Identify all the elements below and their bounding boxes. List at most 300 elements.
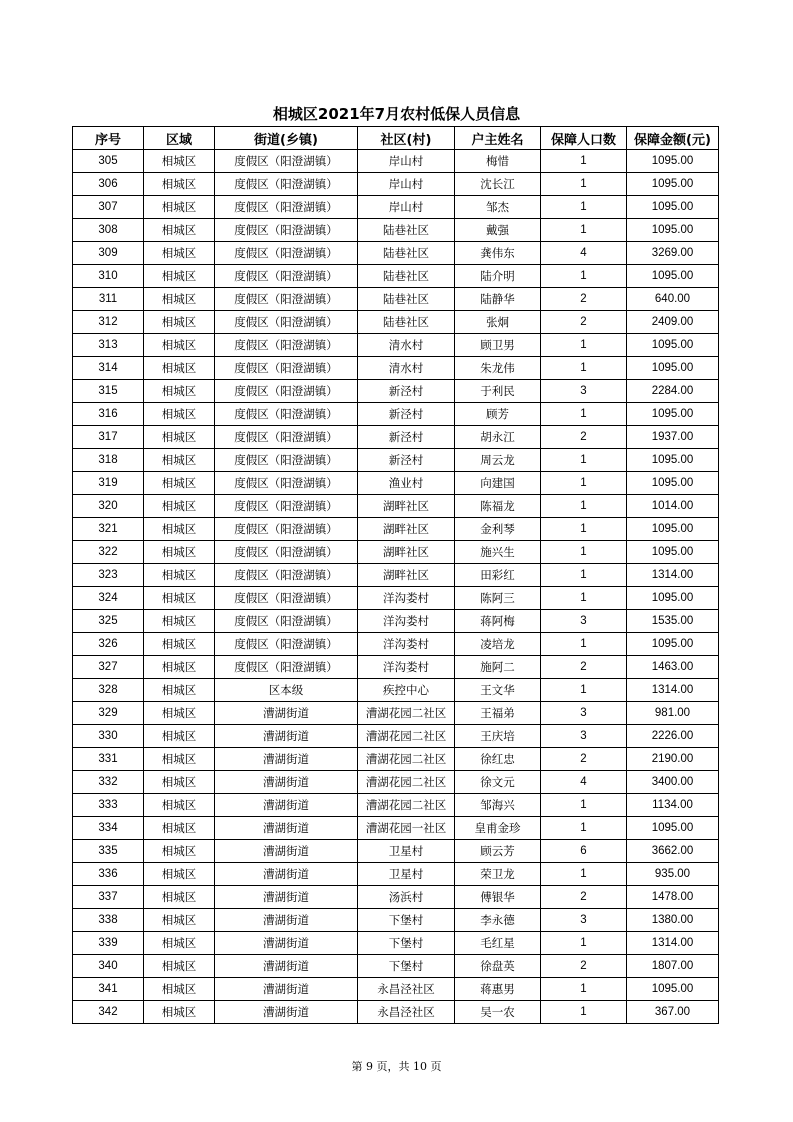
table-row: [73, 771, 719, 794]
cell-amount: 1134.00: [627, 794, 719, 817]
cell-name: 陈福龙: [455, 495, 541, 518]
cell-community: 渔业村: [358, 472, 455, 495]
cell-amount: 1535.00: [627, 610, 719, 633]
cell-no: 326: [73, 633, 144, 656]
cell-area: 相城区: [144, 288, 215, 311]
cell-area: 相城区: [144, 495, 215, 518]
cell-name: 顾芳: [455, 403, 541, 426]
cell-community: 陆巷社区: [358, 311, 455, 334]
cell-name: 顾云芳: [455, 840, 541, 863]
cell-amount: 1807.00: [627, 955, 719, 978]
cell-area: 相城区: [144, 978, 215, 1001]
cell-amount: 2190.00: [627, 748, 719, 771]
column-header-name: 户主姓名: [455, 127, 541, 150]
cell-community: 湖畔社区: [358, 495, 455, 518]
cell-name: 陆静华: [455, 288, 541, 311]
table-row: [73, 633, 719, 656]
cell-area: 相城区: [144, 518, 215, 541]
cell-no: 325: [73, 610, 144, 633]
table-row: [73, 311, 719, 334]
cell-amount: 981.00: [627, 702, 719, 725]
cell-street: 度假区（阳澄湖镇）: [215, 541, 358, 564]
cell-name: 邹海兴: [455, 794, 541, 817]
cell-name: 蒋惠男: [455, 978, 541, 1001]
table-row: [73, 265, 719, 288]
cell-persons: 1: [541, 1001, 627, 1024]
cell-persons: 1: [541, 817, 627, 840]
cell-street: 度假区（阳澄湖镇）: [215, 288, 358, 311]
cell-street: 漕湖街道: [215, 978, 358, 1001]
table-row: [73, 587, 719, 610]
cell-no: 329: [73, 702, 144, 725]
cell-persons: 2: [541, 288, 627, 311]
cell-community: 湖畔社区: [358, 541, 455, 564]
cell-persons: 1: [541, 357, 627, 380]
cell-persons: 1: [541, 472, 627, 495]
cell-amount: 1314.00: [627, 564, 719, 587]
cell-name: 陈阿三: [455, 587, 541, 610]
cell-area: 相城区: [144, 449, 215, 472]
cell-street: 漕湖街道: [215, 748, 358, 771]
cell-persons: 3: [541, 702, 627, 725]
cell-street: 度假区（阳澄湖镇）: [215, 495, 358, 518]
cell-amount: 1095.00: [627, 357, 719, 380]
cell-street: 漕湖街道: [215, 794, 358, 817]
cell-persons: 1: [541, 449, 627, 472]
cell-community: 新泾村: [358, 426, 455, 449]
cell-community: 漕湖花园二社区: [358, 794, 455, 817]
cell-street: 度假区（阳澄湖镇）: [215, 265, 358, 288]
cell-persons: 2: [541, 426, 627, 449]
cell-persons: 1: [541, 679, 627, 702]
cell-community: 清水村: [358, 357, 455, 380]
column-header-area: 区域: [144, 127, 215, 150]
cell-street: 度假区（阳澄湖镇）: [215, 196, 358, 219]
cell-no: 335: [73, 840, 144, 863]
table-body: [73, 150, 719, 1024]
cell-no: 323: [73, 564, 144, 587]
cell-persons: 1: [541, 541, 627, 564]
cell-persons: 4: [541, 771, 627, 794]
cell-persons: 2: [541, 886, 627, 909]
cell-amount: 1095.00: [627, 449, 719, 472]
cell-no: 318: [73, 449, 144, 472]
cell-no: 306: [73, 173, 144, 196]
cell-name: 朱龙伟: [455, 357, 541, 380]
cell-persons: 4: [541, 242, 627, 265]
cell-persons: 1: [541, 495, 627, 518]
cell-no: 340: [73, 955, 144, 978]
table-row: [73, 380, 719, 403]
cell-street: 度假区（阳澄湖镇）: [215, 380, 358, 403]
cell-street: 漕湖街道: [215, 863, 358, 886]
cell-no: 324: [73, 587, 144, 610]
table-row: [73, 242, 719, 265]
cell-street: 漕湖街道: [215, 725, 358, 748]
cell-persons: 1: [541, 518, 627, 541]
cell-name: 沈长江: [455, 173, 541, 196]
cell-community: 清水村: [358, 334, 455, 357]
cell-area: 相城区: [144, 748, 215, 771]
cell-no: 334: [73, 817, 144, 840]
cell-amount: 1014.00: [627, 495, 719, 518]
cell-community: 洋沟娄村: [358, 633, 455, 656]
table-row: [73, 357, 719, 380]
cell-no: 308: [73, 219, 144, 242]
cell-name: 李永德: [455, 909, 541, 932]
cell-area: 相城区: [144, 817, 215, 840]
cell-name: 施阿二: [455, 656, 541, 679]
cell-amount: 367.00: [627, 1001, 719, 1024]
cell-community: 漕湖花园二社区: [358, 771, 455, 794]
cell-area: 相城区: [144, 265, 215, 288]
cell-amount: 1095.00: [627, 541, 719, 564]
cell-persons: 1: [541, 794, 627, 817]
cell-street: 度假区（阳澄湖镇）: [215, 587, 358, 610]
table-row: [73, 656, 719, 679]
cell-no: 321: [73, 518, 144, 541]
cell-street: 漕湖街道: [215, 771, 358, 794]
cell-street: 漕湖街道: [215, 932, 358, 955]
cell-no: 327: [73, 656, 144, 679]
cell-area: 相城区: [144, 886, 215, 909]
cell-community: 下堡村: [358, 955, 455, 978]
cell-street: 度假区（阳澄湖镇）: [215, 311, 358, 334]
cell-name: 傅银华: [455, 886, 541, 909]
cell-area: 相城区: [144, 679, 215, 702]
cell-community: 汤浜村: [358, 886, 455, 909]
cell-area: 相城区: [144, 725, 215, 748]
cell-name: 徐红忠: [455, 748, 541, 771]
cell-persons: 1: [541, 932, 627, 955]
table-row: [73, 564, 719, 587]
cell-no: 339: [73, 932, 144, 955]
cell-no: 316: [73, 403, 144, 426]
cell-community: 漕湖花园二社区: [358, 725, 455, 748]
cell-community: 永昌泾社区: [358, 1001, 455, 1024]
cell-no: 311: [73, 288, 144, 311]
cell-persons: 1: [541, 334, 627, 357]
table-row: [73, 794, 719, 817]
table-header-row: [73, 127, 719, 150]
cell-no: 331: [73, 748, 144, 771]
cell-area: 相城区: [144, 771, 215, 794]
cell-street: 漕湖街道: [215, 840, 358, 863]
column-header-persons: 保障人口数: [541, 127, 627, 150]
cell-community: 陆巷社区: [358, 242, 455, 265]
page-footer: 第 9 页，共 10 页: [351, 1060, 442, 1073]
cell-name: 向建国: [455, 472, 541, 495]
cell-name: 张炯: [455, 311, 541, 334]
cell-persons: 6: [541, 840, 627, 863]
cell-no: 322: [73, 541, 144, 564]
cell-community: 陆巷社区: [358, 265, 455, 288]
cell-name: 梅惜: [455, 150, 541, 173]
cell-persons: 2: [541, 311, 627, 334]
cell-name: 田彩红: [455, 564, 541, 587]
cell-street: 漕湖街道: [215, 702, 358, 725]
table-row: [73, 334, 719, 357]
cell-no: 336: [73, 863, 144, 886]
cell-amount: 1095.00: [627, 518, 719, 541]
cell-persons: 1: [541, 978, 627, 1001]
cell-no: 317: [73, 426, 144, 449]
cell-area: 相城区: [144, 840, 215, 863]
cell-name: 蒋阿梅: [455, 610, 541, 633]
cell-amount: 1314.00: [627, 679, 719, 702]
cell-no: 320: [73, 495, 144, 518]
cell-amount: 640.00: [627, 288, 719, 311]
table-row: [73, 817, 719, 840]
cell-community: 漕湖花园二社区: [358, 748, 455, 771]
table-row: [73, 610, 719, 633]
table-row: [73, 955, 719, 978]
table-row: [73, 702, 719, 725]
cell-amount: 1095.00: [627, 633, 719, 656]
cell-community: 下堡村: [358, 932, 455, 955]
cell-community: 新泾村: [358, 380, 455, 403]
cell-community: 岸山村: [358, 150, 455, 173]
cell-community: 下堡村: [358, 909, 455, 932]
cell-no: 313: [73, 334, 144, 357]
cell-amount: 1095.00: [627, 334, 719, 357]
table-row: [73, 748, 719, 771]
cell-amount: 3400.00: [627, 771, 719, 794]
cell-name: 皇甫金珍: [455, 817, 541, 840]
cell-amount: 2284.00: [627, 380, 719, 403]
cell-street: 漕湖街道: [215, 909, 358, 932]
cell-area: 相城区: [144, 955, 215, 978]
cell-name: 毛红星: [455, 932, 541, 955]
cell-street: 度假区（阳澄湖镇）: [215, 610, 358, 633]
cell-name: 戴强: [455, 219, 541, 242]
cell-area: 相城区: [144, 472, 215, 495]
table-row: [73, 472, 719, 495]
cell-persons: 1: [541, 219, 627, 242]
cell-area: 相城区: [144, 610, 215, 633]
cell-community: 漕湖花园二社区: [358, 702, 455, 725]
cell-area: 相城区: [144, 541, 215, 564]
cell-amount: 1095.00: [627, 817, 719, 840]
cell-community: 陆巷社区: [358, 288, 455, 311]
cell-street: 度假区（阳澄湖镇）: [215, 656, 358, 679]
cell-name: 荣卫龙: [455, 863, 541, 886]
cell-name: 王庆培: [455, 725, 541, 748]
cell-community: 陆巷社区: [358, 219, 455, 242]
cell-amount: 3269.00: [627, 242, 719, 265]
cell-name: 于利民: [455, 380, 541, 403]
cell-amount: 3662.00: [627, 840, 719, 863]
cell-name: 凌培龙: [455, 633, 541, 656]
table-row: [73, 173, 719, 196]
cell-community: 卫星村: [358, 840, 455, 863]
cell-no: 314: [73, 357, 144, 380]
cell-area: 相城区: [144, 380, 215, 403]
cell-area: 相城区: [144, 633, 215, 656]
table-row: [73, 863, 719, 886]
cell-persons: 3: [541, 380, 627, 403]
table-row: [73, 679, 719, 702]
cell-persons: 1: [541, 403, 627, 426]
table-row: [73, 196, 719, 219]
table-row: [73, 886, 719, 909]
cell-no: 330: [73, 725, 144, 748]
cell-amount: 1095.00: [627, 265, 719, 288]
column-header-amount: 保障金额(元): [627, 127, 719, 150]
cell-area: 相城区: [144, 196, 215, 219]
cell-name: 周云龙: [455, 449, 541, 472]
cell-street: 度假区（阳澄湖镇）: [215, 403, 358, 426]
cell-persons: 2: [541, 955, 627, 978]
cell-community: 湖畔社区: [358, 564, 455, 587]
cell-amount: 1095.00: [627, 219, 719, 242]
cell-community: 疾控中心: [358, 679, 455, 702]
cell-amount: 1314.00: [627, 932, 719, 955]
cell-street: 度假区（阳澄湖镇）: [215, 518, 358, 541]
cell-persons: 3: [541, 610, 627, 633]
cell-amount: 935.00: [627, 863, 719, 886]
cell-amount: 1095.00: [627, 587, 719, 610]
cell-persons: 1: [541, 265, 627, 288]
cell-street: 度假区（阳澄湖镇）: [215, 564, 358, 587]
cell-no: 342: [73, 1001, 144, 1024]
cell-no: 328: [73, 679, 144, 702]
cell-street: 度假区（阳澄湖镇）: [215, 173, 358, 196]
column-header-street: 街道(乡镇): [215, 127, 358, 150]
cell-persons: 1: [541, 633, 627, 656]
cell-amount: 1095.00: [627, 978, 719, 1001]
cell-persons: 1: [541, 863, 627, 886]
cell-amount: 1380.00: [627, 909, 719, 932]
cell-amount: 1463.00: [627, 656, 719, 679]
cell-no: 305: [73, 150, 144, 173]
cell-area: 相城区: [144, 242, 215, 265]
cell-community: 漕湖花园一社区: [358, 817, 455, 840]
cell-amount: 2409.00: [627, 311, 719, 334]
cell-street: 度假区（阳澄湖镇）: [215, 357, 358, 380]
cell-persons: 1: [541, 173, 627, 196]
cell-street: 度假区（阳澄湖镇）: [215, 242, 358, 265]
cell-street: 度假区（阳澄湖镇）: [215, 334, 358, 357]
low-income-table: [72, 126, 719, 1024]
cell-community: 新泾村: [358, 403, 455, 426]
cell-name: 王福弟: [455, 702, 541, 725]
cell-no: 309: [73, 242, 144, 265]
cell-area: 相城区: [144, 219, 215, 242]
cell-area: 相城区: [144, 909, 215, 932]
cell-street: 漕湖街道: [215, 817, 358, 840]
cell-persons: 2: [541, 748, 627, 771]
cell-area: 相城区: [144, 702, 215, 725]
cell-name: 顾卫男: [455, 334, 541, 357]
table-row: [73, 495, 719, 518]
cell-street: 区本级: [215, 679, 358, 702]
cell-community: 湖畔社区: [358, 518, 455, 541]
cell-community: 新泾村: [358, 449, 455, 472]
table-row: [73, 518, 719, 541]
column-header-community: 社区(村): [358, 127, 455, 150]
cell-no: 312: [73, 311, 144, 334]
cell-amount: 1478.00: [627, 886, 719, 909]
cell-street: 度假区（阳澄湖镇）: [215, 449, 358, 472]
cell-street: 度假区（阳澄湖镇）: [215, 633, 358, 656]
table-row: [73, 426, 719, 449]
table-row: [73, 909, 719, 932]
cell-name: 王文华: [455, 679, 541, 702]
cell-street: 度假区（阳澄湖镇）: [215, 150, 358, 173]
cell-name: 陆介明: [455, 265, 541, 288]
table-row: [73, 219, 719, 242]
cell-community: 洋沟娄村: [358, 587, 455, 610]
cell-no: 332: [73, 771, 144, 794]
cell-street: 漕湖街道: [215, 886, 358, 909]
cell-persons: 1: [541, 564, 627, 587]
cell-name: 徐盘英: [455, 955, 541, 978]
cell-amount: 1095.00: [627, 173, 719, 196]
table-row: [73, 403, 719, 426]
cell-name: 胡永江: [455, 426, 541, 449]
cell-area: 相城区: [144, 311, 215, 334]
cell-persons: 3: [541, 725, 627, 748]
cell-area: 相城区: [144, 656, 215, 679]
table-row: [73, 840, 719, 863]
cell-area: 相城区: [144, 794, 215, 817]
cell-area: 相城区: [144, 426, 215, 449]
cell-name: 龚伟东: [455, 242, 541, 265]
table-row: [73, 1001, 719, 1024]
cell-persons: 2: [541, 656, 627, 679]
cell-no: 319: [73, 472, 144, 495]
cell-amount: 1937.00: [627, 426, 719, 449]
cell-name: 邹杰: [455, 196, 541, 219]
cell-community: 卫星村: [358, 863, 455, 886]
cell-community: 永昌泾社区: [358, 978, 455, 1001]
cell-area: 相城区: [144, 403, 215, 426]
cell-persons: 3: [541, 909, 627, 932]
cell-area: 相城区: [144, 863, 215, 886]
cell-name: 吴一农: [455, 1001, 541, 1024]
table-row: [73, 449, 719, 472]
cell-community: 洋沟娄村: [358, 656, 455, 679]
cell-amount: 1095.00: [627, 472, 719, 495]
cell-area: 相城区: [144, 932, 215, 955]
cell-area: 相城区: [144, 173, 215, 196]
table-row: [73, 725, 719, 748]
cell-name: 金利琴: [455, 518, 541, 541]
cell-no: 315: [73, 380, 144, 403]
cell-area: 相城区: [144, 150, 215, 173]
cell-street: 漕湖街道: [215, 955, 358, 978]
column-header-no: 序号: [73, 127, 144, 150]
cell-community: 岸山村: [358, 173, 455, 196]
cell-area: 相城区: [144, 334, 215, 357]
cell-no: 341: [73, 978, 144, 1001]
cell-community: 洋沟娄村: [358, 610, 455, 633]
table-row: [73, 932, 719, 955]
cell-persons: 1: [541, 150, 627, 173]
cell-area: 相城区: [144, 1001, 215, 1024]
cell-name: 施兴生: [455, 541, 541, 564]
cell-no: 337: [73, 886, 144, 909]
cell-amount: 1095.00: [627, 150, 719, 173]
cell-area: 相城区: [144, 357, 215, 380]
table-row: [73, 978, 719, 1001]
cell-no: 307: [73, 196, 144, 219]
cell-name: 徐文元: [455, 771, 541, 794]
cell-amount: 2226.00: [627, 725, 719, 748]
cell-no: 333: [73, 794, 144, 817]
cell-amount: 1095.00: [627, 196, 719, 219]
